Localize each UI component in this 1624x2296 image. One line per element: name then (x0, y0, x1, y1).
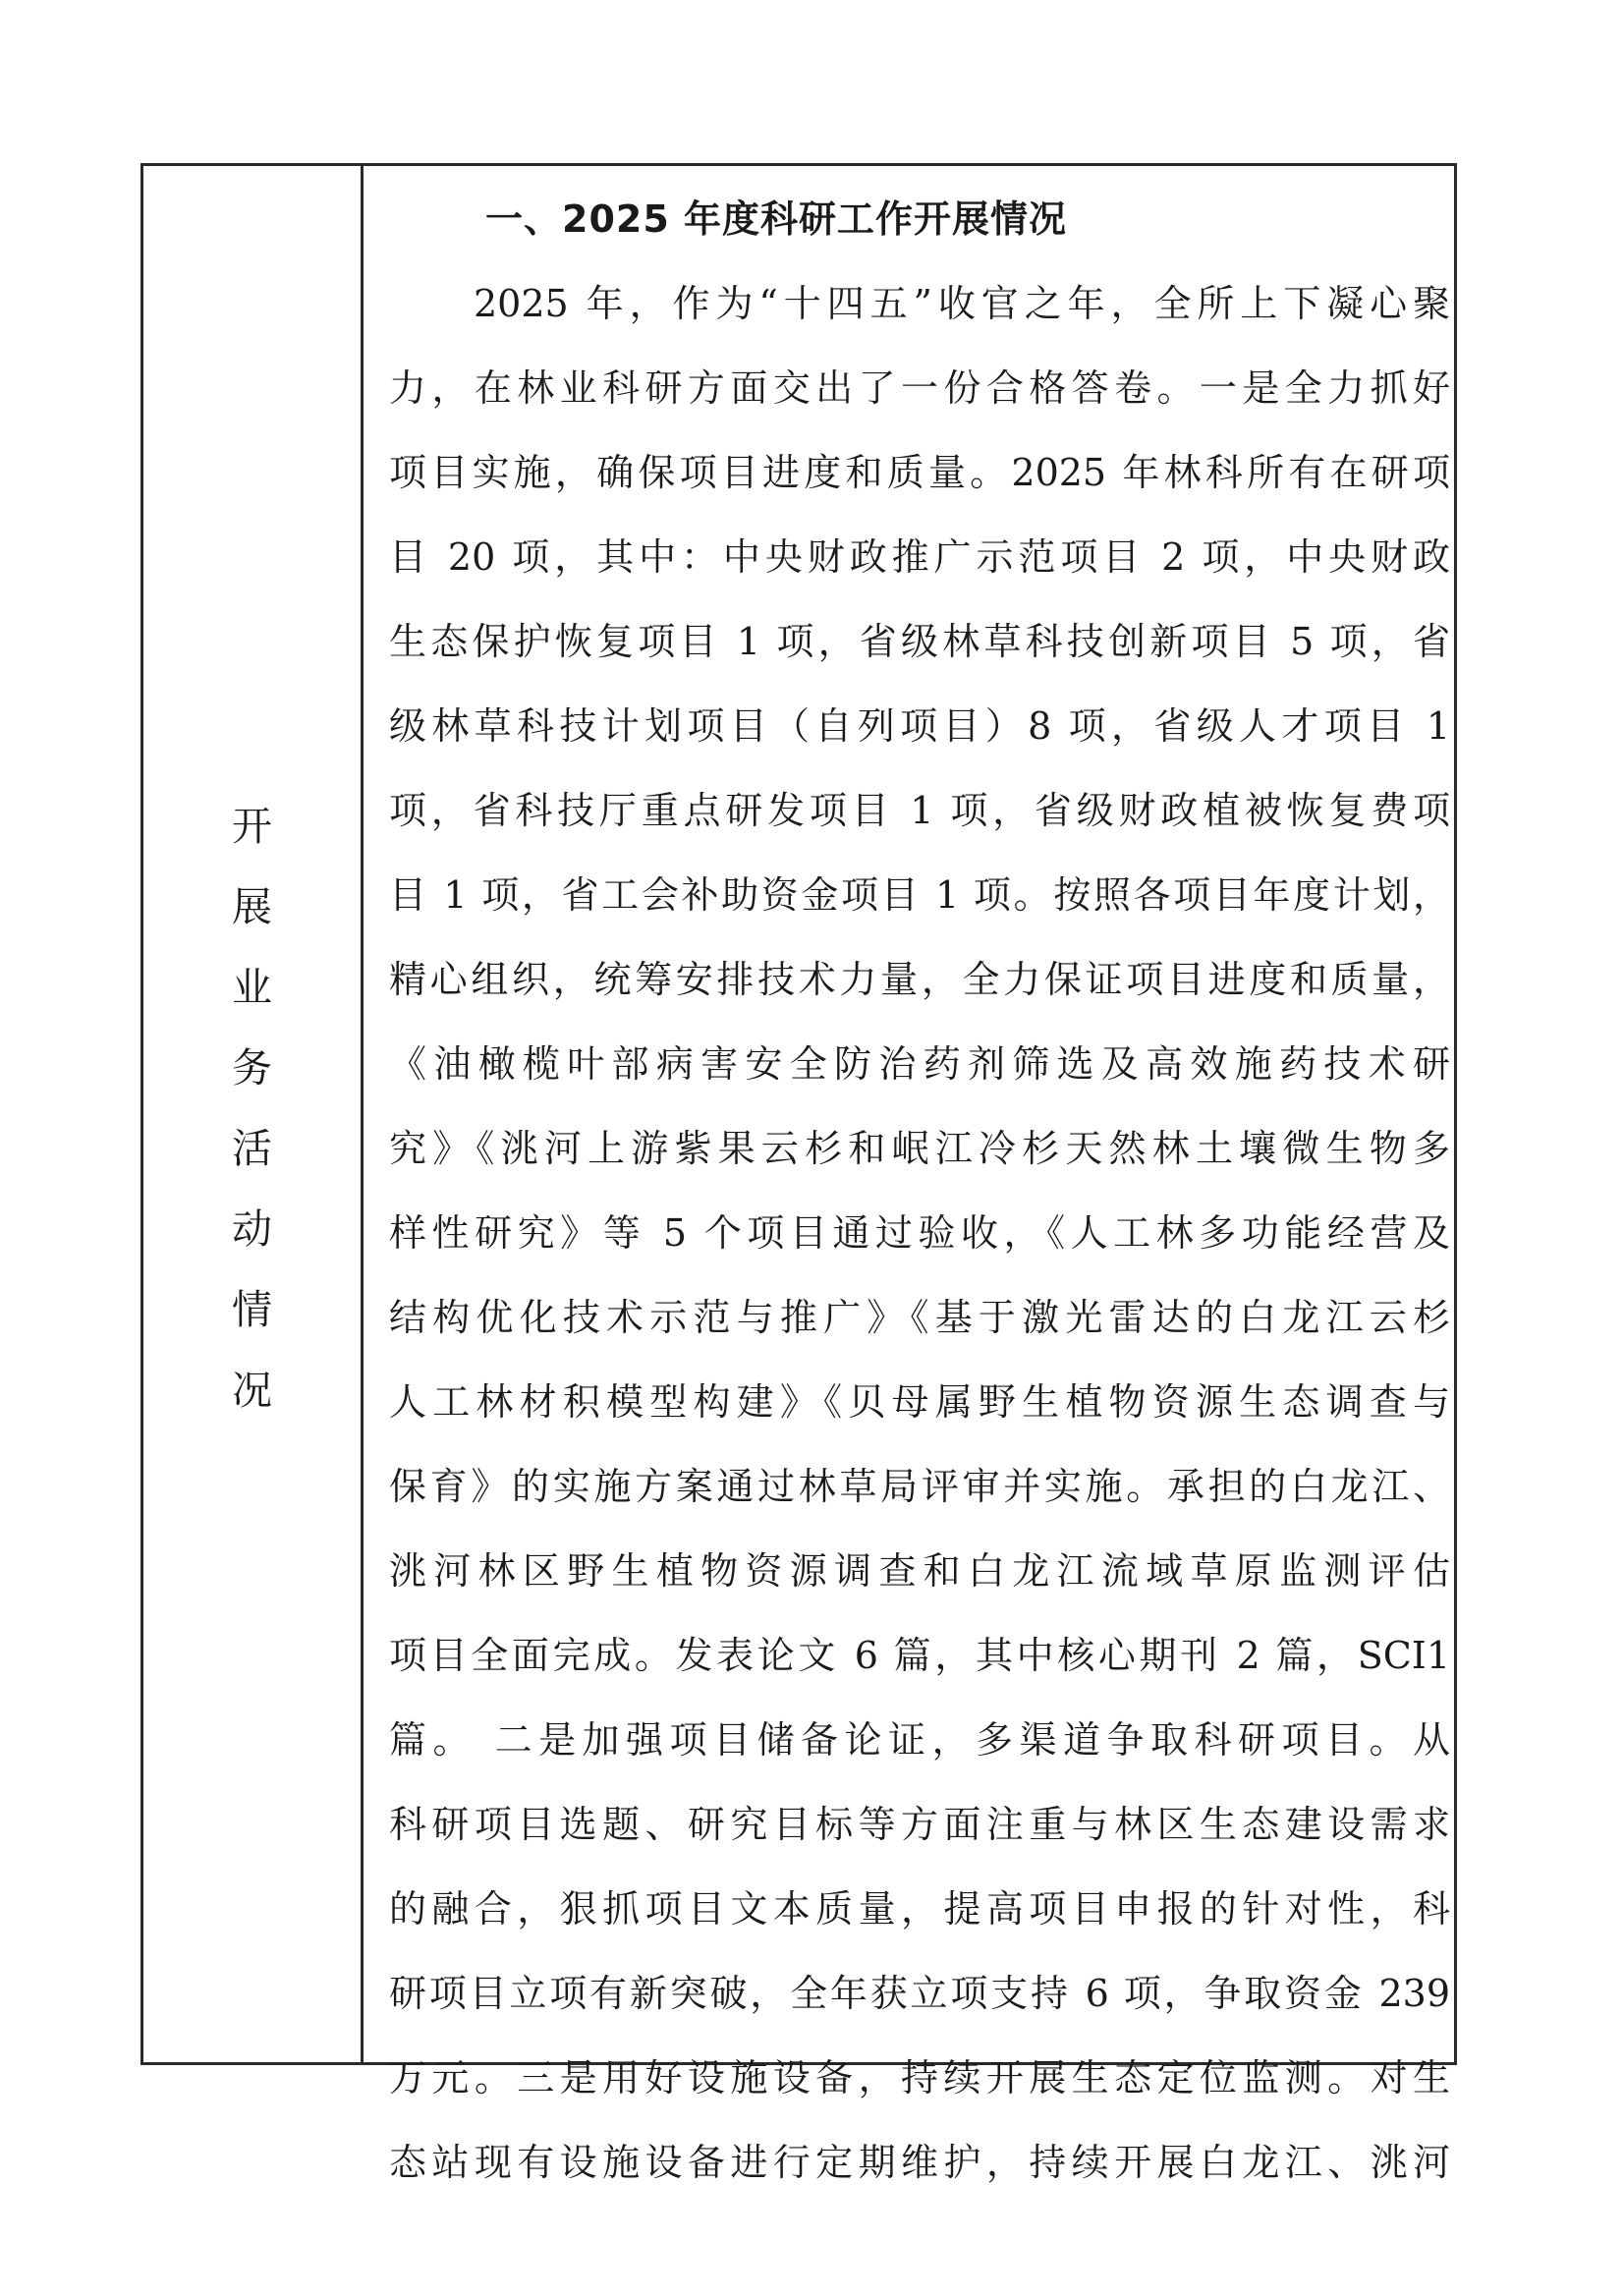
side-label-char: 开 (232, 803, 272, 850)
paragraph-line: 的融合，狠抓项目文本质量，提高项目申报的针对性，科 (389, 1887, 1450, 1931)
side-label-char: 展 (232, 883, 272, 930)
paragraph-line: 究》《洮河上游紫果云杉和岷江冷杉天然林土壤微生物多 (389, 1127, 1450, 1170)
paragraph-line: 力，在林业科研方面交出了一份合格答卷。一是全力抓好 (389, 366, 1450, 410)
paragraph-line: 《油橄榄叶部病害安全防治药剂筛选及高效施药技术研 (389, 1042, 1450, 1086)
paragraph-line: 洮河林区野生植物资源调查和白龙江流域草原监测评估 (389, 1549, 1450, 1593)
content-cell (389, 177, 1450, 2205)
section-heading: 一、2025 年度科研工作开展情况 (485, 197, 1067, 241)
paragraph-line: 万元。三是用好设施设备，持续开展生态定位监测。对生 (389, 2056, 1450, 2100)
paragraph-line: 精心组织，统筹安排技术力量，全力保证项目进度和质量， (389, 958, 1450, 1001)
paragraph-line: 保育》的实施方案通过林草局评审并实施。承担的白龙江、 (389, 1465, 1450, 1508)
side-label-char: 况 (232, 1367, 272, 1414)
side-label-char: 务 (232, 1044, 272, 1092)
paragraph-line: 级林草科技计划项目（自列项目）8 项，省级人才项目 1 (389, 704, 1450, 748)
paragraph-line: 项，省科技厅重点研发项目 1 项，省级财政植被恢复费项 (389, 789, 1450, 832)
side-label-char: 活 (232, 1125, 272, 1172)
paragraph-line: 结构优化技术示范与推广》《基于激光雷达的白龙江云杉 (389, 1296, 1450, 1339)
paragraph-line: 生态保护恢复项目 1 项，省级林草科技创新项目 5 项，省 (389, 620, 1450, 663)
paragraph-line: 样性研究》等 5 个项目通过验收，《人工林多功能经营及 (389, 1211, 1450, 1255)
paragraph-line: 科研项目选题、研究目标等方面注重与林区生态建设需求 (389, 1803, 1450, 1846)
paragraph-line: 人工林材积模型构建》《贝母属野生植物资源生态调查与 (389, 1380, 1450, 1424)
paragraph-line: 目 20 项，其中：中央财政推广示范项目 2 项，中央财政 (389, 535, 1450, 579)
paragraph-line: 研项目立项有新突破，全年获立项支持 6 项，争取资金 239 (389, 1972, 1450, 2015)
side-label-char: 业 (232, 964, 272, 1011)
paragraph-line: 目 1 项，省工会补助资金项目 1 项。按照各项目年度计划， (389, 873, 1450, 917)
paragraph-line: 项目全面完成。发表论文 6 篇，其中核心期刊 2 篇，SCI1 (389, 1634, 1450, 1677)
paragraph-line: 项目实施，确保项目进度和质量。2025 年林科所有在研项 (389, 451, 1450, 494)
side-label-char: 情 (232, 1286, 272, 1333)
side-label-char: 动 (232, 1205, 272, 1253)
paragraph-line: 态站现有设施设备进行定期维护，持续开展白龙江、洮河 (389, 2141, 1450, 2184)
side-label-column (143, 786, 361, 1430)
paragraph-line: 篇。 二是加强项目储备论证，多渠道争取科研项目。从 (389, 1718, 1450, 1762)
column-divider (361, 163, 364, 2065)
paragraph-line: 2025 年，作为“十四五”收官之年，全所上下凝心聚 (474, 282, 1450, 325)
